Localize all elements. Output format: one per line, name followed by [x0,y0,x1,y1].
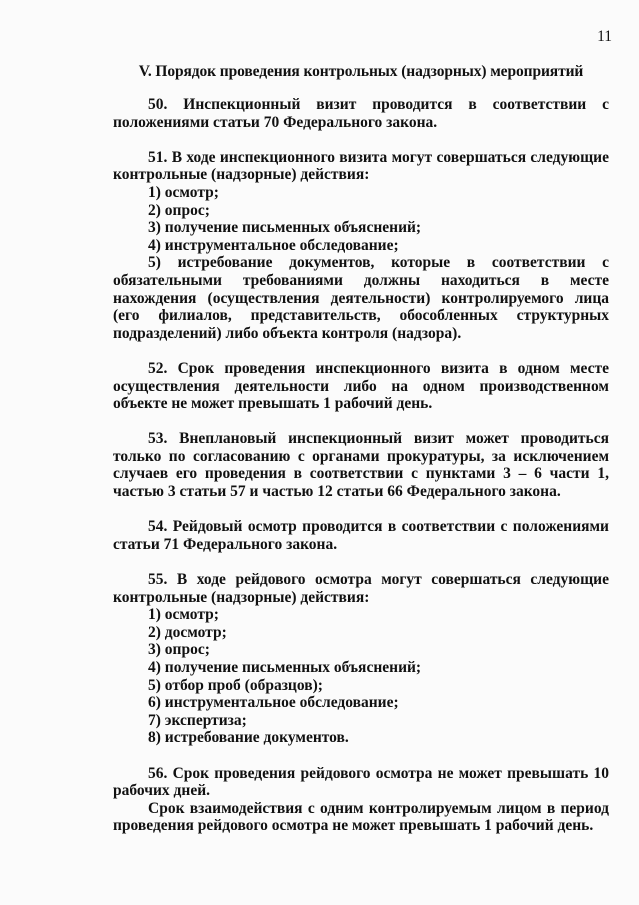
list-item: 8) истребование документов. [148,729,349,747]
section-title: V. Порядок проведения контрольных (надзорных) мероприятий [138,63,584,80]
paragraph-55-intro: 55. В ходе рейдового осмотра могут совершаться следующие контрольные (надзорные) действия: [113,571,609,606]
page-number: 11 [597,28,612,45]
paragraph-50: 50. Инспекционный визит проводится в соответствии с положениями статьи 70 Федерального закона. [113,96,609,131]
list-item: 3) опрос; [148,641,210,659]
list-item: 2) опрос; [148,201,210,219]
list-item: 2) досмотр; [148,623,227,641]
list-item: 1) осмотр; [148,183,219,201]
paragraph-54: 54. Рейдовый осмотр проводится в соответствии с положениями статьи 71 Федерального закона. [113,518,609,553]
paragraph-56: 56. Срок проведения рейдового осмотра не может превышать 10 рабочих дней. [113,764,609,800]
paragraph-56-second: Срок взаимодействия с одним контролируемым лицом в период проведения рейдового осмотра не может превышать 1 рабочий день. [113,799,609,835]
list-item: 1) осмотр; [148,606,219,624]
paragraph-53: 53. Внеплановый инспекционный визит может проводиться только по согласованию с органами прокуратуры, за исключением случаев его проведения в соответствии с пунктами 3 – 6 части 1, частью 3 статьи 57 и частью 12 статьи 66 Федерального закона. [113,430,609,501]
list-item: 4) инструментальное обследование; [148,236,399,254]
list-item: 5) истребование документов, которые в соответствии с обязательными требованиями должны находиться в месте нахождения (осуществления деятельности) контролируемого лица (его филиалов, представительств, обособленных структурных подразделений) либо объекта контроля (надзора). [113,254,609,342]
document-body [113,96,609,835]
list-item: 4) получение письменных объяснений; [148,659,422,676]
list-item: 5) отбор проб (образцов); [148,676,323,694]
list-item: 7) экспертиза; [148,711,247,729]
paragraph-51-intro: 51. В ходе инспекционного визита могут совершаться следующие контрольные (надзорные) действия: [113,148,609,184]
paragraph-52: 52. Срок проведения инспекционного визита в одном месте осуществления деятельности либо на одном производственном объекте не может превышать 1 рабочий день. [113,359,609,413]
list-item: 3) получение письменных объяснений; [148,219,422,237]
list-item: 6) инструментальное обследование; [148,694,399,712]
